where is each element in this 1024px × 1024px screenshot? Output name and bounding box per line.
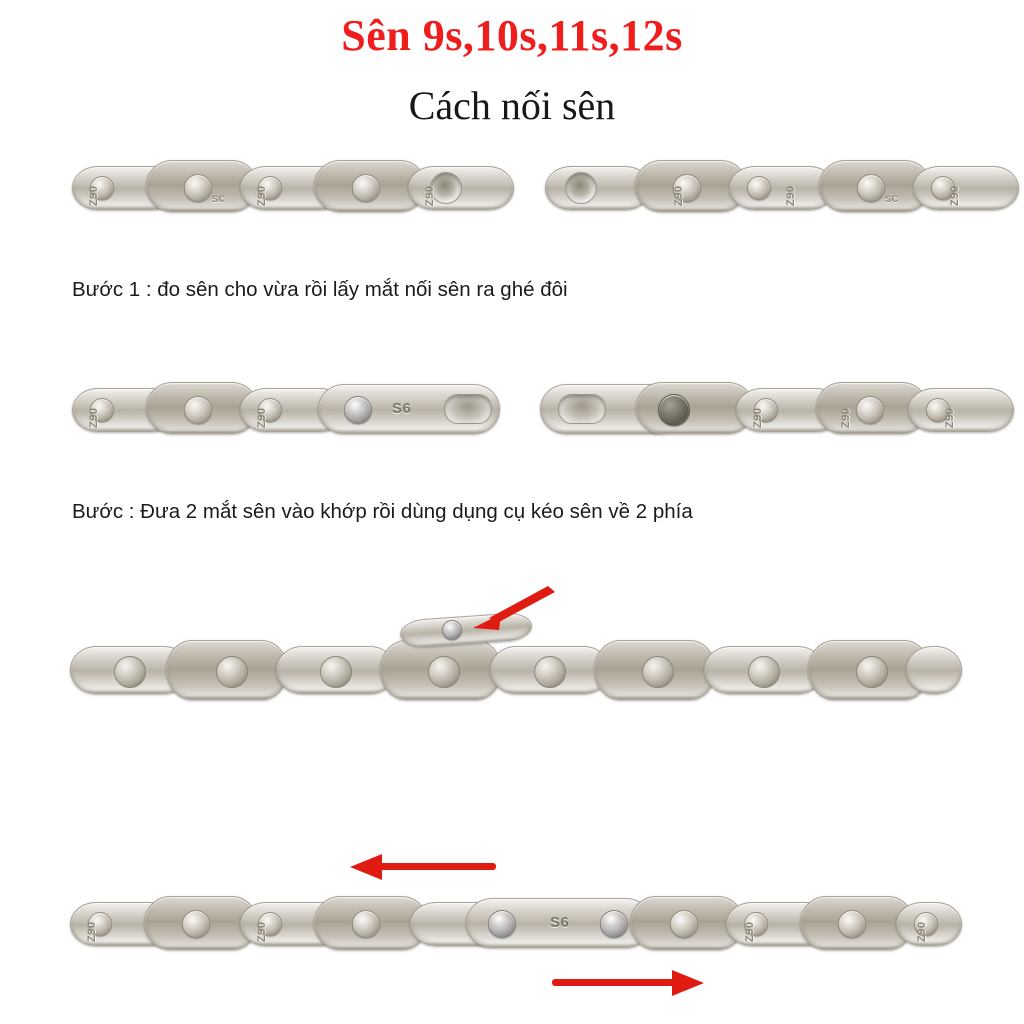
- chain-plate: [908, 388, 1014, 432]
- arrow-left-icon: [348, 850, 498, 886]
- plate-stamp-brand: Z90: [88, 185, 100, 206]
- chain-diagram-step2: [0, 362, 1024, 457]
- plate-stamp-brand: Z90: [916, 921, 928, 942]
- chain-roller: [320, 656, 352, 688]
- chain-roller: [534, 656, 566, 688]
- plate-stamp-brand: Z90: [256, 185, 268, 206]
- quick-link-speed-stamp: S6: [550, 914, 570, 931]
- chain-roller: [748, 656, 780, 688]
- chain-rivet: [857, 174, 885, 202]
- chain-rivet: [838, 910, 866, 938]
- arrow-down-left-icon: [455, 578, 565, 648]
- chain-plate: [913, 166, 1019, 210]
- chain-roller: [642, 656, 674, 688]
- chain-rivet: [352, 174, 380, 202]
- chain-diagram-step1: [0, 140, 1024, 230]
- chain-rivet: [670, 910, 698, 938]
- plate-stamp-brand: Z90: [840, 407, 852, 428]
- chain-open-hole: [565, 172, 597, 204]
- arrow-right-icon: [548, 966, 708, 1002]
- plate-stamp-brand: Z90: [944, 407, 956, 428]
- plate-stamp-brand: Z90: [744, 921, 756, 942]
- page-title: Sên 9s,10s,11s,12s: [341, 11, 683, 60]
- quick-link-slot: [444, 394, 492, 424]
- chain-rivet: [184, 396, 212, 424]
- chain-diagram-step3: [0, 600, 1024, 730]
- quick-link-slot: [558, 394, 606, 424]
- quick-link-pin: [344, 396, 372, 424]
- plate-stamp-small: SC: [885, 194, 899, 204]
- chain-roller: [856, 656, 888, 688]
- step-2-caption: Bước : Đưa 2 mắt sên vào khớp rồi dùng dụng cụ kéo sên về 2 phía: [72, 500, 693, 523]
- chain-roller: [428, 656, 460, 688]
- chain-roller: [114, 656, 146, 688]
- plate-stamp-brand: Z90: [752, 407, 764, 428]
- plate-stamp-brand: Z90: [424, 185, 436, 206]
- plate-stamp-brand: Z90: [88, 407, 100, 428]
- step-1-caption: Bước 1 : đo sên cho vừa rồi lấy mắt nối sên ra ghé đôi: [72, 278, 568, 301]
- plate-stamp-brand: Z90: [256, 407, 268, 428]
- plate-stamp-brand: Z90: [785, 185, 797, 206]
- quick-link-speed-stamp: S6: [392, 400, 412, 417]
- plate-stamp-brand: Z90: [256, 921, 268, 942]
- plate-stamp-brand: Z90: [86, 921, 98, 942]
- plate-stamp-brand: Z90: [673, 185, 685, 206]
- plate-stamp-brand: Z90: [949, 185, 961, 206]
- chain-joined: [70, 884, 960, 960]
- quick-link-pin: [600, 910, 628, 938]
- chain-rivet: [184, 174, 212, 202]
- quick-link-pin: [658, 394, 690, 426]
- chain-rivet: [747, 176, 771, 200]
- chain-rivet: [352, 910, 380, 938]
- chain-rivet: [182, 910, 210, 938]
- page-subtitle: Cách nối sên: [408, 83, 616, 128]
- chain-plate: [906, 646, 962, 694]
- chain-rivet: [856, 396, 884, 424]
- plate-stamp-small: SC: [212, 194, 226, 204]
- quick-link-pin: [488, 910, 516, 938]
- chain-diagram-step4: [0, 840, 1024, 1020]
- chain-roller: [216, 656, 248, 688]
